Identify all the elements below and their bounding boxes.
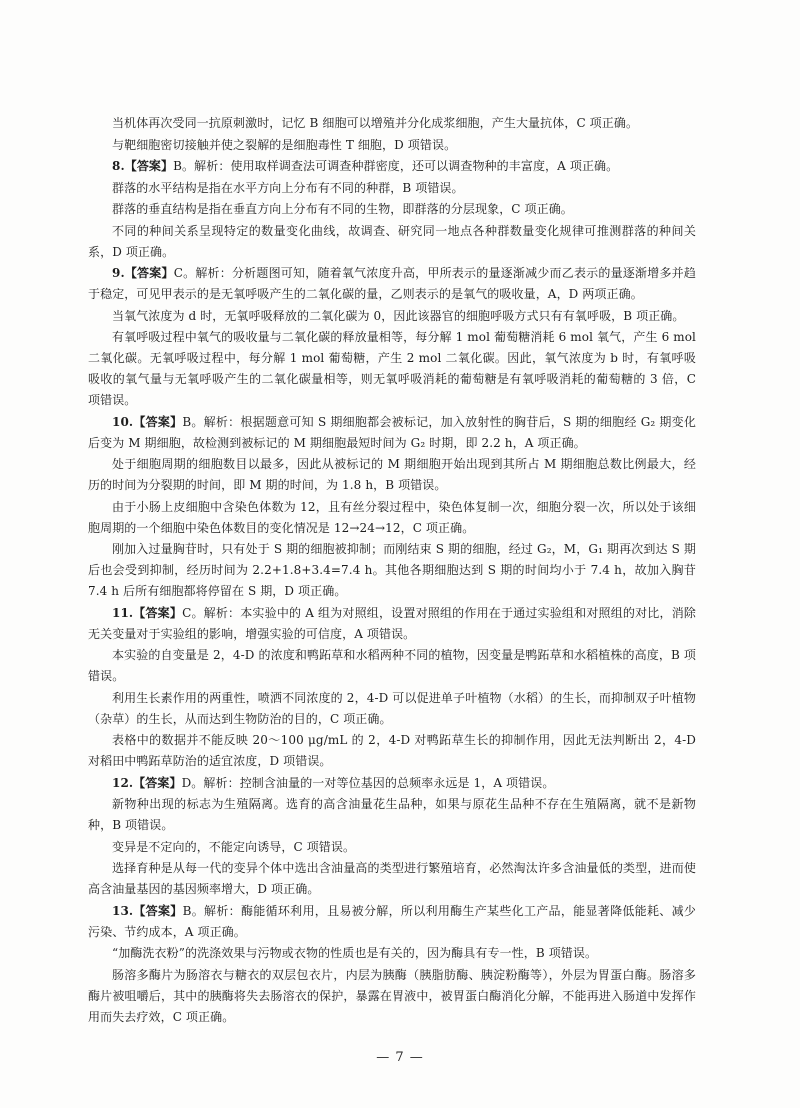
paragraph-text: “加酶洗衣粉”的洗涤效果与污物或衣物的性质也是有关的，因为酶具有专一性，B 项错误。 xyxy=(112,946,598,960)
paragraph xyxy=(88,306,696,327)
paragraph xyxy=(88,837,696,858)
paragraph-text: B。解析：酶能循环利用，且易被分解，所以利用酶生产某些化工产品，能显著降低能耗、减少污染、节约成本，A 项正确。 xyxy=(88,903,697,939)
paragraph-text: D。解析：控制含油量的一对等位基因的总频率永远是 1，A 项错误。 xyxy=(181,775,555,790)
paragraph xyxy=(88,730,696,772)
paragraph xyxy=(88,263,696,305)
paragraph-text: B。解析：根据题意可知 S 期细胞都会被标记，加入放射性的胸苷后，S 期的细胞经 G₂ 期变化后变为 M 期细胞，故检测到被标记的 M 期细胞最短时间为 G₂ 时期，即 2.2 h，A 项正确。 xyxy=(88,414,697,450)
paragraph xyxy=(88,858,696,900)
paragraph-text: 有氧呼吸过程中氧气的吸收量与二氧化碳的释放量相等，每分解 1 mol 葡萄糖消耗 6 mol 氧气，产生 6 mol 二氧化碳。无氧呼吸过程中，每分解 1 mol 葡萄糖，产生 2 mol 二氧化碳。因此，氧气浓度为 b 时，有氧呼吸吸收的氧气量与无氧呼吸产生的二氧化碳量相等，则无氧呼吸消耗的葡萄糖是有氧呼吸消耗的葡萄糖的 3 倍，C 项错误。 xyxy=(88,330,696,408)
paragraph xyxy=(88,221,696,263)
page-number: — 7 — xyxy=(376,1050,424,1065)
paragraph-text: 不同的种间关系呈现特定的数量变化曲线，故调查、研究同一地点各种群数量变化规律可推测群落的种间关系，D 项正确。 xyxy=(88,223,696,259)
paragraph-text: 刚加入过量胸苷时，只有处于 S 期的细胞被抑制；而刚结束 S 期的细胞，经过 G₂，M，G₁ 期再次到达 S 期后也会受到抑制，经历时间为 2.2+1.8+3.4=7.4 h。其他各期细胞达到 S 期的时间均小于 7.4 h，故加入胸苷 7.4 h 后所有细胞都将停留在 S 期，D 项正确。 xyxy=(88,542,696,599)
paragraph-text: 新物种出现的标志为生殖隔离。选育的高含油量花生品种，如果与原花生品种不存在生殖隔离，就不是新物种，B 项错误。 xyxy=(88,797,696,833)
answer-label: 11.【答案】 xyxy=(112,605,183,620)
answer-label: 13.【答案】 xyxy=(112,903,183,918)
paragraph-text: C。解析：本实验中的 A 组为对照组，设置对照组的作用在于通过实验组和对照组的对比，消除无关变量对于实验组的影响，增强实验的可信度，A 项错误。 xyxy=(88,605,696,641)
paragraph xyxy=(88,497,696,539)
paragraph xyxy=(88,199,696,220)
answer-label: 12.【答案】 xyxy=(112,775,182,790)
paragraph-text: 群落的垂直结构是指在垂直方向上分布有不同的生物，即群落的分层现象，C 项正确。 xyxy=(112,202,573,216)
answer-label: 9.【答案】 xyxy=(112,266,174,280)
answer-label: 8.【答案】 xyxy=(112,159,174,173)
paragraph-text: C。解析：分析题图可知，随着氧气浓度升高，甲所表示的量逐渐减少而乙表示的量逐渐增多并趋于稳定，可见甲表示的是无氧呼吸产生的二氧化碳的量，乙则表示的是氧气的吸收量，A，D 两项正确。 xyxy=(88,266,696,302)
paragraph-text: 当氧气浓度为 d 时，无氧呼吸释放的二氧化碳为 0，因此该器官的细胞呼吸方式只有有氧呼吸，B 项正确。 xyxy=(112,308,685,323)
paragraph-text: 肠溶多酶片为肠溶衣与糖衣的双层包衣片，内层为胰酶（胰脂肪酶、胰淀粉酶等），外层为胃蛋白酶。肠溶多酶片被咀嚼后，其中的胰酶将失去肠溶衣的保护，暴露在胃液中，被胃蛋白酶消化分解，不能再进入肠道中发挥作用而失去疗效，C 项正确。 xyxy=(88,967,696,1024)
paragraph-text: 利用生长素作用的两重性，喷洒不同浓度的 2，4-D 可以促进单子叶植物（水稻）的生长，而抑制双子叶植物（杂草）的生长，从而达到生物防治的目的，C 项正确。 xyxy=(88,690,696,726)
paragraph xyxy=(88,135,696,156)
paragraph xyxy=(88,539,696,602)
paragraph-text: 本实验的自变量是 2，4-D 的浓度和鸭跖草和水稻两种不同的植物，因变量是鸭跖草和水稻植株的高度，B 项错误。 xyxy=(88,648,696,684)
paragraph-text: B。解析：使用取样调查法可调查种群密度，还可以调查物种的丰富度，A 项正确。 xyxy=(173,159,619,173)
paragraph xyxy=(88,178,696,199)
paragraph xyxy=(88,603,696,645)
answer-label: 10.【答案】 xyxy=(112,414,183,429)
paragraph xyxy=(88,156,696,177)
paragraph-text: 处于细胞周期的细胞数目以最多，因此从被标记的 M 期细胞开始出现到其所占 M 期细胞总数比例最大，经历的时间为分裂期的时间，即 M 期的时间，为 1.8 h，B 项错误。 xyxy=(88,457,696,493)
paragraph xyxy=(88,113,696,134)
paragraph-text: 当机体再次受同一抗原刺激时，记忆 B 细胞可以增殖并分化成浆细胞，产生大量抗体，C 项正确。 xyxy=(112,116,639,130)
paragraph xyxy=(88,454,696,496)
paragraph-text: 群落的水平结构是指在水平方向上分布有不同的种群，B 项错误。 xyxy=(112,180,464,195)
paragraph-text: 表格中的数据并不能反映 20～100 μg/mL 的 2，4-D 对鸭跖草生长的抑制作用，因此无法判断出 2，4-D 对稻田中鸭跖草防治的适宜浓度，D 项错误。 xyxy=(88,733,696,769)
paragraph-text: 变异是不定向的，不能定向诱导，C 项错误。 xyxy=(112,839,356,854)
paragraph xyxy=(88,327,696,411)
paragraph xyxy=(88,943,696,964)
paragraph xyxy=(88,794,696,836)
paragraph xyxy=(88,645,696,687)
paragraph xyxy=(88,965,696,1028)
paragraph xyxy=(88,773,696,794)
paragraph-text: 由于小肠上皮细胞中含染色体数为 12，且有丝分裂过程中，染色体复制一次，细胞分裂一次，所以处于该细胞周期的一个细胞中染色体数目的变化情况是 12→24→12，C 项正确。 xyxy=(88,499,696,535)
paragraph xyxy=(88,412,696,454)
paragraph-text: 选择育种是从每一代的变异个体中选出含油量高的类型进行繁殖培育，必然淘汰许多含油量低的类型，进而使高含油量基因的基因频率增大，D 项正确。 xyxy=(88,861,696,897)
paragraph xyxy=(88,688,696,730)
paragraph xyxy=(88,901,696,943)
paragraph-text: 与靶细胞密切接触并使之裂解的是细胞毒性 T 细胞，D 项错误。 xyxy=(112,137,457,152)
